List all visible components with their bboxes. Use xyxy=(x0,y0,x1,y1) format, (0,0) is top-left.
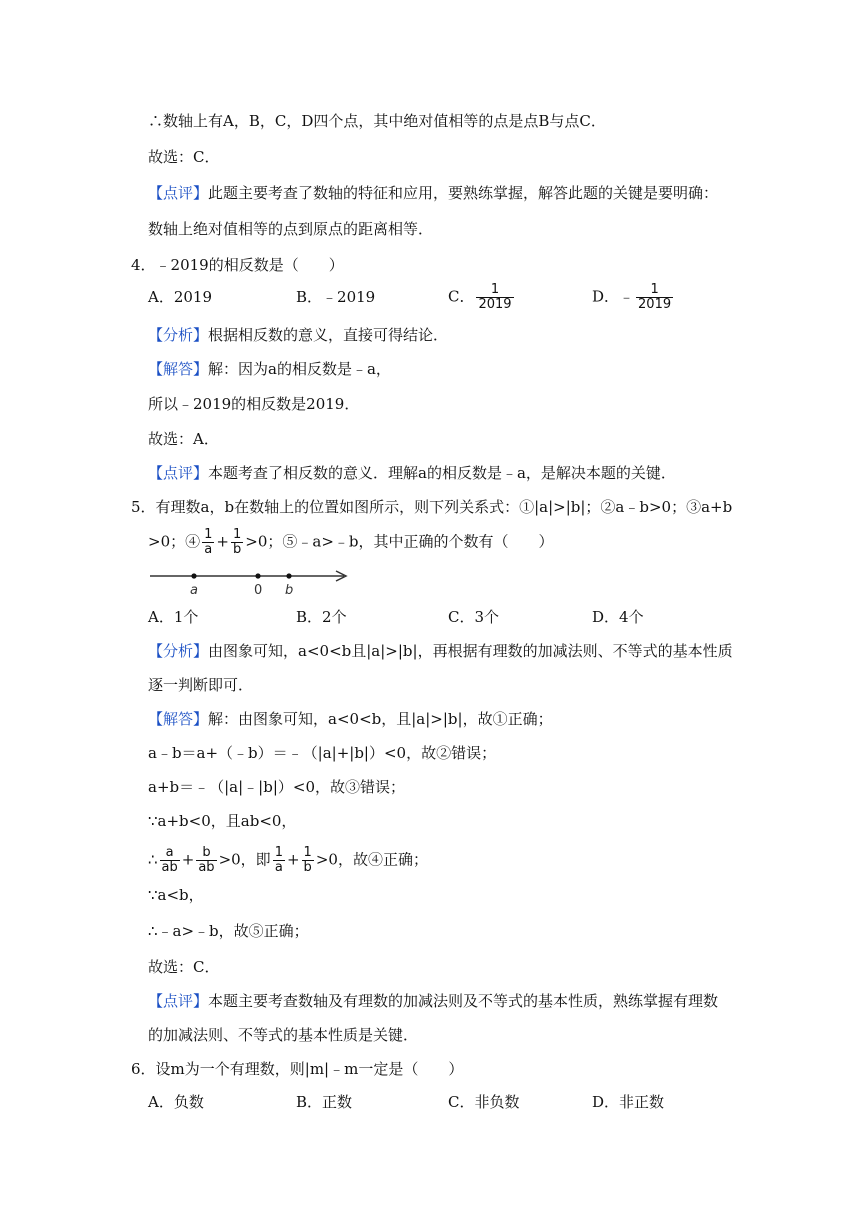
comment-line xyxy=(148,990,718,1012)
fraction xyxy=(476,283,513,312)
plus-sign: + xyxy=(181,850,195,869)
q6-option-b: B．正数 xyxy=(296,1093,353,1111)
label-b: b xyxy=(285,583,294,598)
answer-tag: 【解答】 xyxy=(148,710,209,728)
text: >0，故④正确； xyxy=(315,850,428,869)
fraction xyxy=(302,846,314,875)
answer-text: 解：由图象可知，a<0<b，且|a|>|b|，故①正确； xyxy=(208,710,553,728)
text-line: ∵a+b<0，且ab<0， xyxy=(148,812,297,830)
q6-option-d: D．非正数 xyxy=(592,1093,665,1111)
answer-tag: 【解答】 xyxy=(148,360,209,378)
numerator: 1 xyxy=(204,527,213,542)
label-a: a xyxy=(190,583,198,598)
fraction-line xyxy=(148,846,428,875)
denominator: ab xyxy=(161,860,178,875)
question-4-stem: 4．﹣2019的相反数是（ ） xyxy=(131,256,344,274)
denominator: 2019 xyxy=(478,297,512,312)
numerator: 1 xyxy=(232,527,242,542)
numerator: 1 xyxy=(636,283,673,298)
text-line: ∴数轴上有A，B，C，D四个点，其中绝对值相等的点是点B与点C． xyxy=(148,112,606,130)
denominator: a xyxy=(274,860,283,875)
plus-sign: + xyxy=(286,850,300,869)
fraction xyxy=(160,846,180,875)
comment-tag: 【点评】 xyxy=(148,184,209,202)
q5-option-d: D．4个 xyxy=(592,608,644,626)
analysis-line xyxy=(148,640,733,662)
q4-option-b: B．﹣2019 xyxy=(296,288,376,306)
option-label: C． xyxy=(448,287,475,306)
analysis-text: 根据相反数的意义，直接可得结论． xyxy=(208,326,449,344)
numerator: b xyxy=(196,846,216,861)
q4-option-d xyxy=(592,283,675,312)
answer-line xyxy=(148,708,553,730)
fraction xyxy=(202,528,214,557)
comment-tag: 【点评】 xyxy=(148,992,209,1010)
denominator: b xyxy=(303,860,312,875)
comment-line xyxy=(148,462,676,484)
text-line: 数轴上绝对值相等的点到原点的距离相等． xyxy=(148,220,434,238)
text-line: 所以﹣2019的相反数是2019． xyxy=(148,395,360,413)
denominator: a xyxy=(204,542,213,557)
numerator: 1 xyxy=(476,283,513,298)
fraction xyxy=(196,846,216,875)
analysis-tag: 【分析】 xyxy=(148,326,209,344)
q4-option-a: A．2019 xyxy=(148,288,213,306)
number-line-figure xyxy=(146,566,352,598)
point-0 xyxy=(255,573,260,578)
fraction xyxy=(636,283,673,312)
label-0: 0 xyxy=(254,583,263,598)
q5-option-c: C．3个 xyxy=(448,608,500,626)
denominator: ab xyxy=(198,860,215,875)
denominator: b xyxy=(232,542,242,557)
text-line: 故选：A． xyxy=(148,430,219,448)
text-line: 故选：C． xyxy=(148,958,220,976)
question-5-stem-cont xyxy=(148,528,554,557)
text-line: ∵a<b， xyxy=(148,886,204,904)
denominator: 2019 xyxy=(638,297,672,312)
q6-option-a: A．负数 xyxy=(148,1093,204,1111)
comment-text: 本题主要考查数轴及有理数的加减法则及不等式的基本性质，熟练掌握有理数 xyxy=(208,992,719,1010)
comment-tag: 【点评】 xyxy=(148,464,209,482)
q5-option-a: A．1个 xyxy=(148,608,199,626)
fraction xyxy=(273,846,285,875)
point-b xyxy=(286,573,291,578)
text: >0，即 xyxy=(218,850,271,869)
fraction xyxy=(231,528,243,557)
numerator: a xyxy=(160,846,180,861)
answer-text: 解：因为a的相反数是﹣a， xyxy=(208,360,391,378)
plus-sign: + xyxy=(216,532,229,551)
text: >0；⑤﹣a>﹣b，其中正确的个数有（ ） xyxy=(245,532,554,551)
q5-option-b: B．2个 xyxy=(296,608,347,626)
q4-option-c xyxy=(448,283,516,312)
text-line: 的加减法则、不等式的基本性质是关键． xyxy=(148,1026,419,1044)
text-line: 逐一判断即可． xyxy=(148,676,254,694)
analysis-text: 由图象可知，a<0<b且|a|>|b|，再根据有理数的加减法则、不等式的基本性质 xyxy=(208,642,733,660)
comment-line xyxy=(148,182,718,204)
q6-option-c: C．非负数 xyxy=(448,1093,520,1111)
answer-line xyxy=(148,358,391,380)
analysis-line xyxy=(148,324,448,346)
numerator: 1 xyxy=(303,845,312,860)
text-line: 故选：C． xyxy=(148,148,220,166)
option-label: D．﹣ xyxy=(592,287,635,306)
text: ∴ xyxy=(148,850,158,869)
question-5-stem: 5．有理数a，b在数轴上的位置如图所示，则下列关系式：①|a|>|b|；②a﹣b>0；③a+b xyxy=(131,498,733,516)
question-6-stem: 6．设m为一个有理数，则|m|﹣m一定是（ ） xyxy=(131,1060,464,1078)
text: >0；④ xyxy=(148,532,201,551)
text-line: a+b＝﹣（|a|﹣|b|）<0，故③错误； xyxy=(148,778,405,796)
numerator: 1 xyxy=(274,845,283,860)
text-line: a﹣b＝a+（﹣b）＝﹣（|a|+|b|）<0，故②错误； xyxy=(148,744,497,762)
analysis-tag: 【分析】 xyxy=(148,642,209,660)
point-a xyxy=(191,573,196,578)
comment-text: 此题主要考查了数轴的特征和应用，要熟练掌握，解答此题的关键是要明确： xyxy=(208,184,719,202)
text-line: ∴﹣a>﹣b，故⑤正确； xyxy=(148,922,309,940)
comment-text: 本题考查了相反数的意义．理解a的相反数是﹣a，是解决本题的关键． xyxy=(208,464,676,482)
